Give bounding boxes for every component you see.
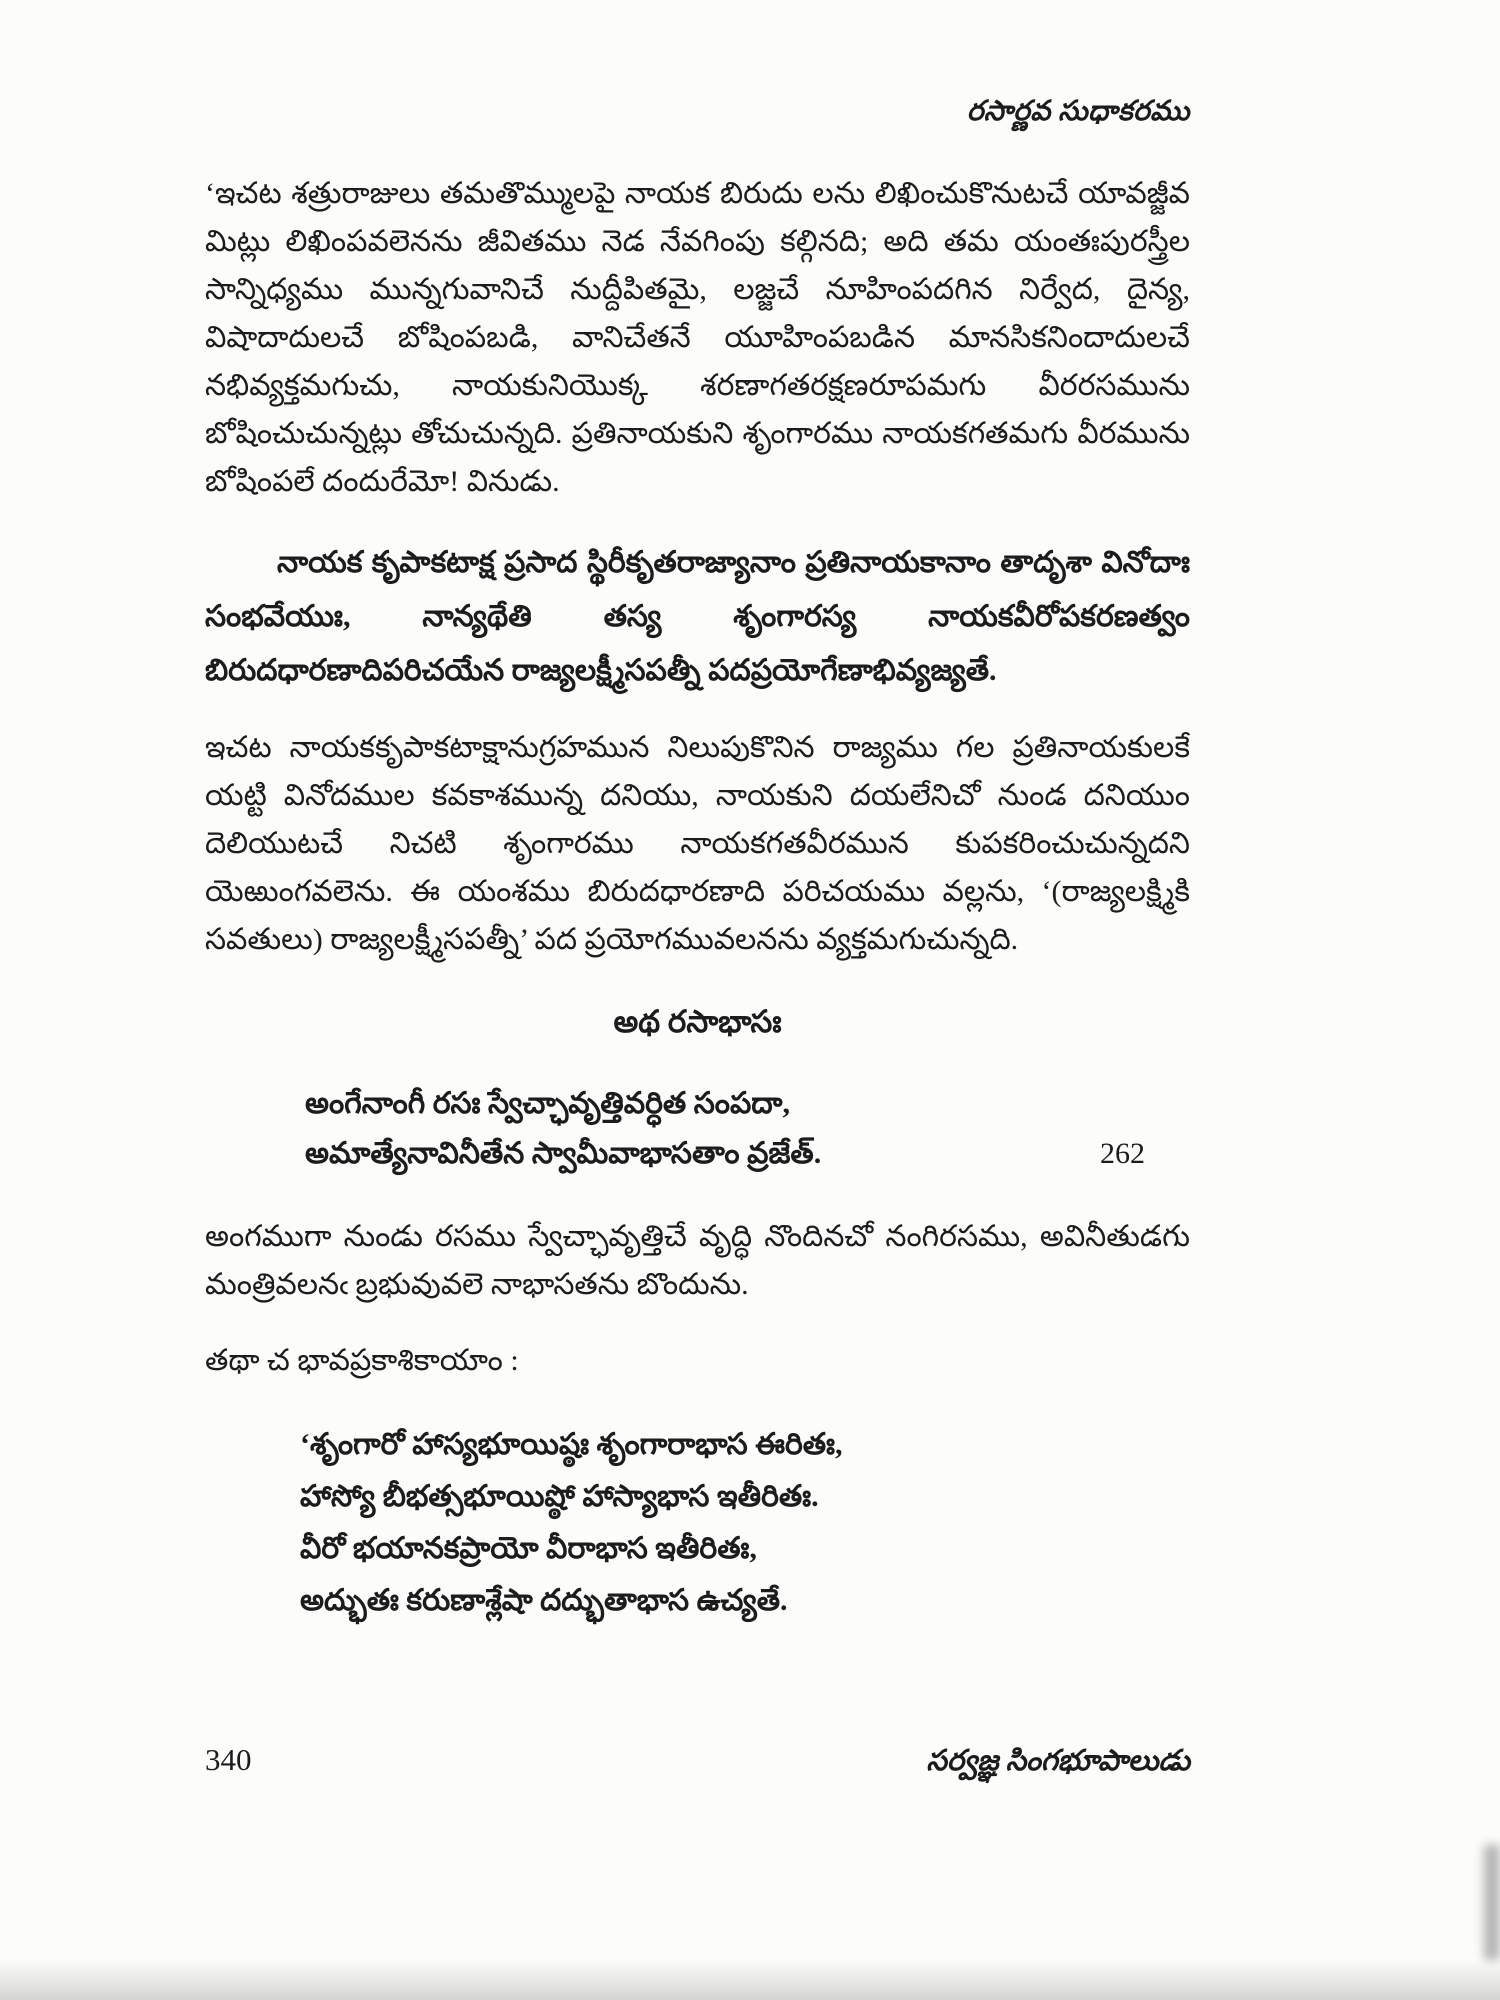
quoted-verse-line-3: వీరో భయానకప్రాయో వీరాభాస ఇతీరితః, <box>300 1532 757 1565</box>
quoted-verse-line-4: అద్భుతః కరుణాశ్లేషా దద్భుతాభాస ఉచ్యతే. <box>300 1584 788 1617</box>
footer-page-number: 340 <box>205 1742 252 1777</box>
verse-262 <box>305 1079 1190 1179</box>
quoted-verse-line-2: హాస్యో బీభత్సభూయిష్ఠో హాస్యాభాస ఇతీరితః. <box>300 1480 819 1513</box>
verse-262-line-2-row <box>305 1129 1190 1179</box>
page-footer <box>205 1742 1190 1785</box>
paragraph-commentary-1: ‘ఇచట శత్రురాజులు తమతొమ్ములపై నాయక బిరుదు లను లిఖించుకొనుటచే యావజ్జీవ మిట్లు లిఖింపవలెనను జీవితము నెడ నేవగింపు కల్గినది; అది తమ యంతఃపురస్త్రీల సాన్నిధ్యము మున్నగువానిచే నుద్దీపితమై, లజ్జచే నూహింపదగిన నిర్వేద, దైన్య, విషాదాదులచే బోషింపబడి, వానిచేతనే యూహింపబడిన మానసికనిందాదులచే నభివ్యక్తమగుచు, నాయకునియొక్క శరణాగతరక్షణరూపమగు వీరరసమును బోషించుచున్నట్లు తోచుచున్నది. ప్రతినాయకుని శృంగారము నాయకగతమగు వీరమును బోషింపలే దందురేమో! వినుడు. <box>205 177 1190 498</box>
verse-262-line-2: అమాత్యేనావినీతేన స్వామీవాభాసతాం వ్రజేత్. <box>305 1137 822 1170</box>
quoted-verse-line-1: ‘శృంగారో హాస్యభూయిష్ఠః శృంగారాభాస ఈరితః, <box>300 1428 843 1461</box>
verse-meaning-paragraph: అంగముగా నుండు రసము స్వేచ్ఛావృత్తిచే వృద్ధి నొందినచో నంగిరసము, అవినీతుడగు మంత్రివలనఁ బ్రభువువలె నాభాసతను బొందును. <box>205 1220 1190 1301</box>
running-header-title: రసార్ణవ సుధాకరము <box>966 96 1190 127</box>
section-heading-atha-rasabhasa: అథ రసాభాసః <box>613 1004 782 1039</box>
verse-number: 262 <box>1100 1137 1145 1170</box>
scan-bottom-shadow <box>0 1960 1500 2000</box>
verse-262-line-1: అంగేనాంగీ రసః స్వేచ్ఛావృత్తివర్ధిత సంపదా, <box>305 1087 791 1120</box>
paragraph-commentary-2: ఇచట నాయకకృపాకటాక్షానుగ్రహమున నిలుపుకొనిన రాజ్యము గల ప్రతినాయకులకే యట్టి వినోదముల కవకాశమున్న దనియు, నాయకుని దయలేనిచో నుండ దనియుం దెలియుటచే నిచటి శృంగారము నాయకగతవీరమున కుపకరించుచున్నదని యెఱుంగవలెను. ఈ యంశము బిరుదధారణాది పరిచయము వల్లను, ‘(రాజ్యలక్ష్మికి సవతులు) రాజ్యలక్ష్మీసపత్నీ’ పద ప్రయోగమువలనను వ్యక్తమగుచున్నది. <box>205 731 1190 956</box>
quoted-verse-block <box>300 1419 1185 1627</box>
footer-author-title: సర్వజ్ఞ సింగభూపాలుడు <box>926 1745 1190 1777</box>
reference-line: తథా చ భావప్రకాశికాయాం : <box>205 1344 519 1377</box>
page-content-column <box>205 96 1190 1627</box>
scan-edge-smudge <box>1484 1845 1500 1960</box>
sanskrit-quote-paragraph: నాయక కృపాకటాక్ష ప్రసాద స్థిరీకృతరాజ్యానాం ప్రతినాయకానాం తాదృశా వినోదాః సంభవేయుః, నాన్యథేతి తస్య శృంగారస్య నాయకవీరోపకరణత్వం బిరుదధారణాదిపరిచయేన రాజ్యలక్ష్మీసపత్నీ పదప్రయోగేణాభివ్యజ్యతే. <box>205 546 1190 687</box>
